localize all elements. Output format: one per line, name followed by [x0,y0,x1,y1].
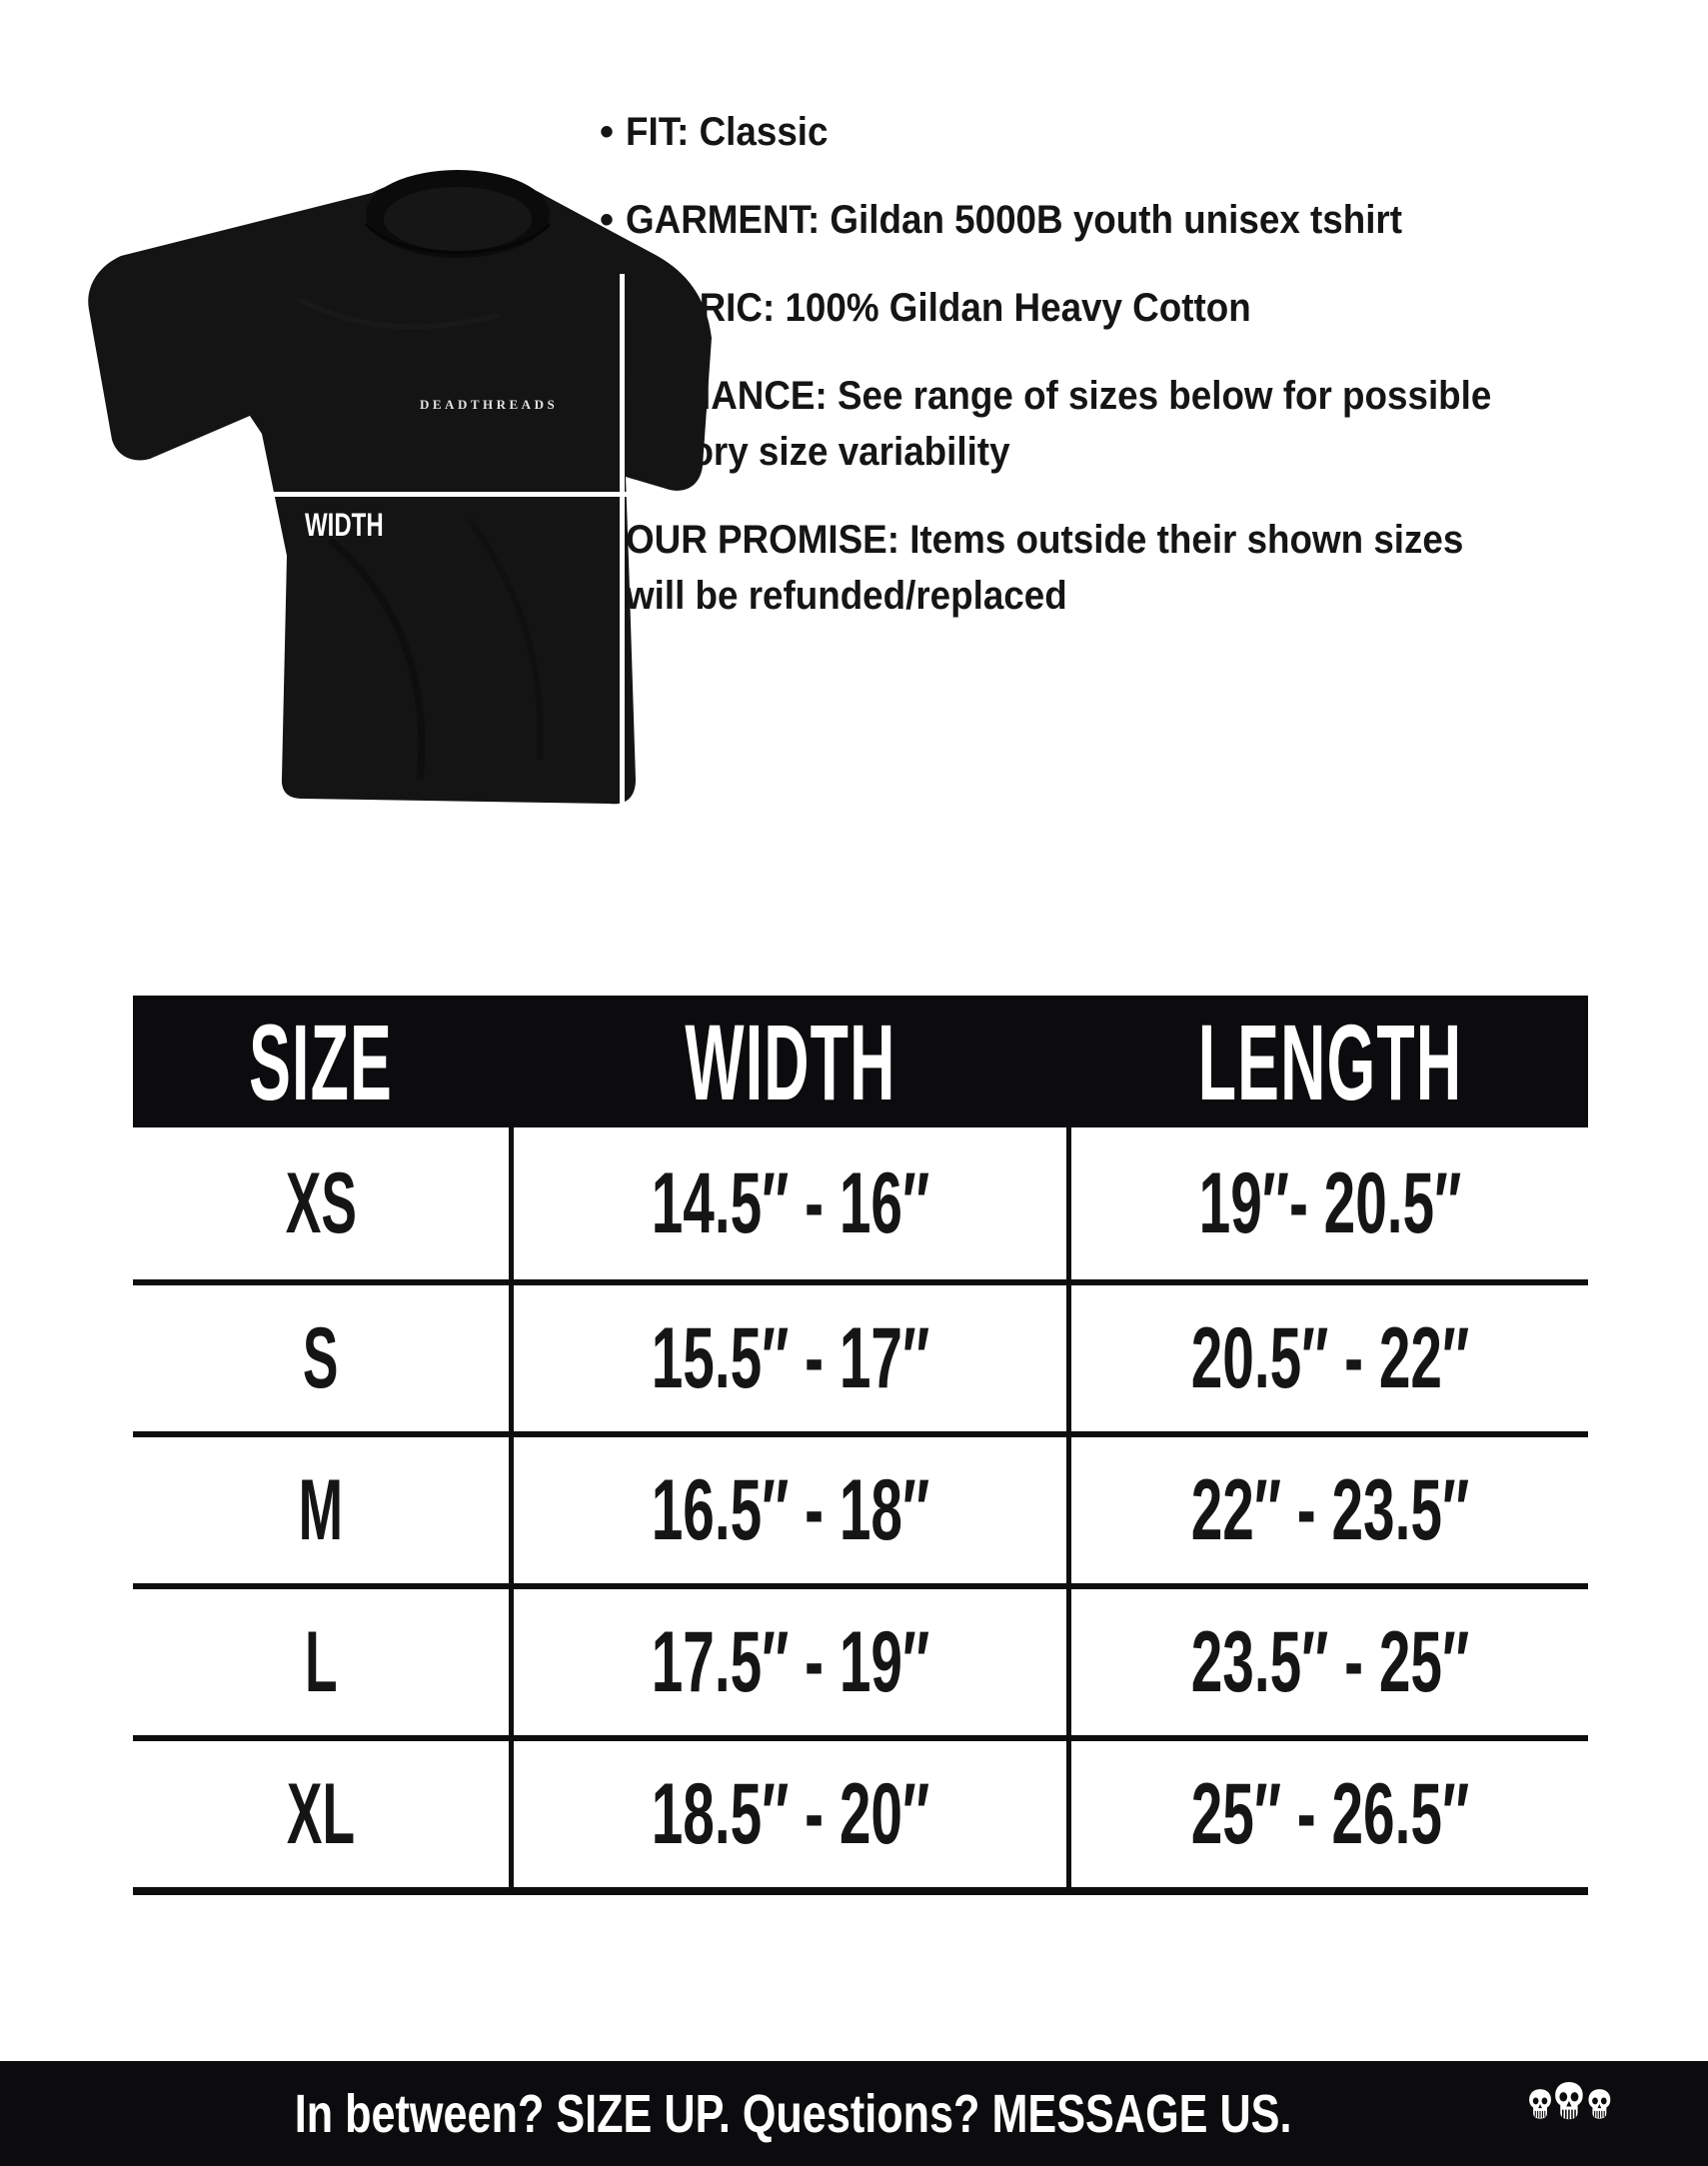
length-value: 25″ - 26.5″ [1190,1765,1469,1862]
table-row-xl [133,1735,1588,1887]
cell-length [1071,1285,1588,1431]
cell-length [1071,1589,1588,1735]
three-skulls-icon [1526,2078,1620,2150]
length-value: 20.5″ - 22″ [1190,1309,1469,1406]
width-value: 14.5″ - 16″ [651,1154,929,1251]
cell-length [1071,1127,1588,1279]
size-value: M [298,1461,344,1558]
cell-width [509,1127,1071,1279]
length-value: 19″- 20.5″ [1198,1154,1461,1251]
table-body [133,1127,1588,1895]
cell-width [509,1741,1071,1887]
list-item-garment [600,192,1649,248]
cell-size [133,1285,509,1431]
bullet-icon: • [600,374,615,418]
width-value: 17.5″ - 19″ [651,1613,929,1710]
garment-text: GARMENT: Gildan 5000B youth unisex tshirt [626,198,1403,242]
size-value: XL [286,1765,356,1862]
fit-text: FIT: Classic [626,110,829,154]
size-value: L [304,1613,338,1710]
header-size-label: SIZE [249,1001,393,1122]
cell-size [133,1437,509,1583]
length-value: 22″ - 23.5″ [1190,1461,1469,1558]
size-value: XS [285,1154,357,1251]
list-item-fabric [600,280,1649,336]
table-row-m [133,1431,1588,1583]
header-width-label: WIDTH [684,1001,896,1122]
list-item-fit [600,104,1649,160]
width-line-label: WIDTH [305,507,384,543]
bullet-icon: • [600,286,615,330]
size-value: S [303,1309,339,1406]
cell-size [133,1589,509,1735]
fabric-text: FABRIC: 100% Gildan Heavy Cotton [626,286,1251,330]
table-header-row [133,996,1588,1127]
width-value: 18.5″ - 20″ [651,1765,929,1862]
cell-width [509,1589,1071,1735]
cell-size [133,1741,509,1887]
variance-text-line1: VARIANCE: See range of sizes below for possible [626,374,1492,418]
variance-text-line2: factory size variability [626,430,1010,474]
bullet-icon: • [600,110,615,154]
cell-length [1071,1437,1588,1583]
promise-text-line2: will be refunded/replaced [626,574,1067,618]
list-item-promise [600,512,1649,624]
header-cell-width [509,1000,1071,1124]
length-value: 23.5″ - 25″ [1190,1613,1469,1710]
table-row-xs [133,1127,1588,1279]
cell-width [509,1437,1071,1583]
header-length-label: LENGTH [1197,1001,1462,1122]
header-cell-length [1071,1000,1588,1124]
table-row-s [133,1279,1588,1431]
width-value: 16.5″ - 18″ [651,1461,929,1558]
length-line-label: LENGTH [635,634,668,731]
product-details-list [600,104,1649,656]
bullet-icon: • [600,198,615,242]
promise-text-line1: OUR PROMISE: Items outside their shown sizes [626,518,1464,562]
footer-message: In between? SIZE UP. Questions? MESSAGE US. [294,2083,1292,2144]
cell-length [1071,1741,1588,1887]
cell-width [509,1285,1071,1431]
collar-inner [384,187,532,251]
header-cell-size [133,1000,509,1124]
list-item-variance [600,368,1649,480]
bullet-icon: • [600,518,615,562]
size-chart-table [133,996,1588,1895]
brand-chest-logo: DEADTHREADS [420,397,559,412]
cell-size [133,1127,509,1279]
footer-bar [0,2061,1708,2166]
table-row-l [133,1583,1588,1735]
width-value: 15.5″ - 17″ [651,1309,929,1406]
